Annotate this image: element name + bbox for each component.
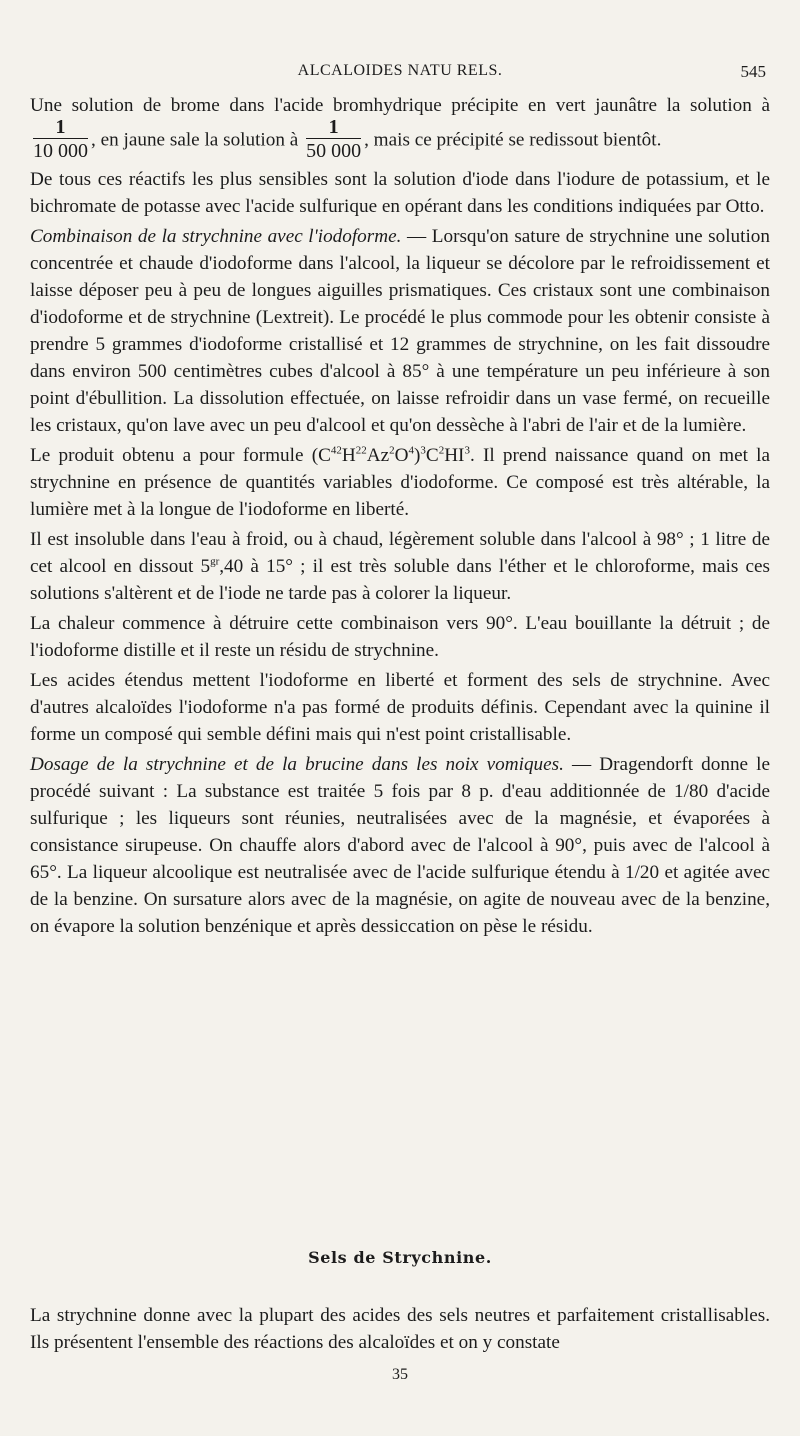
paragraph-text: , en jaune sale la solution à: [91, 129, 299, 151]
formula-superscript: 3: [464, 444, 470, 457]
paragraph-formula: [30, 442, 770, 523]
fraction-denominator: 50 000: [306, 140, 362, 162]
formula-superscript: 3: [420, 444, 426, 457]
fraction-1-50000: [306, 117, 361, 161]
body-text: [30, 92, 770, 943]
fraction-numerator: 1: [33, 117, 88, 139]
section-heading: Sels de Strychnine.: [308, 1248, 492, 1267]
paragraph-text: La strychnine donne avec la plupart des acides des sels neutres et parfaitement cristallisables. Ils présentent l'ensemble des réactions des alcaloïdes et on y constate: [30, 1305, 770, 1353]
paragraph-text: Une solution de brome dans l'acide bromhydrique précipite en vert jaunâtre la solution à: [30, 95, 770, 116]
paragraph-text: — Dragendorft donne le procédé suivant : La substance est traitée 5 fois par 8 p. d'eau additionnée de 1/80 d'acide sulfurique ; les liqueurs sont réunies, neutralisées avec de la magnésie, et évaporées à consistance sirupeuse. On chauffe alors d'abord avec de l'alcool à 90°, puis avec de l'alcool à 65°. La liqueur alcoolique est neutralisée avec de l'acide sulfurique étendu à 1/20 et agitée avec de la benzine. On sursature alors avec de la magnésie, on agite de nouveau avec de la benzine, on évapore la solution benzénique et après dessiccation on pèse le résidu.: [30, 754, 770, 937]
paragraph-iodoform-combination: [30, 223, 770, 439]
text: H: [341, 445, 356, 466]
signature-mark: 35: [392, 1366, 408, 1383]
text: Az: [366, 445, 390, 466]
text: ): [414, 445, 421, 466]
paragraph-reagents: De tous ces réactifs les plus sensibles sont la solution d'iode dans l'iodure de potassium, et le bichromate de potasse avec l'acide sulfurique en opérant dans les conditions indiquées par Otto.: [30, 169, 770, 217]
unit-superscript: gr: [210, 555, 220, 568]
paragraph-solubility: [30, 526, 770, 607]
document-page: [30, 0, 770, 1436]
text: . Il prend naissance quand on met la strychnine en présence de quantités variables d'iodoforme. Ce composé est très altérable, la lumière met à la longue de l'iodoforme en liberté.: [30, 445, 771, 520]
formula-superscript: 42: [330, 444, 342, 457]
text: Il est insoluble dans l'eau à froid, ou à chaud, légèrement soluble dans l'alcool à 98° ; 1 litre de cet alcool en dissout 5: [30, 529, 770, 577]
formula-superscript: 2: [438, 444, 445, 457]
text: C: [425, 445, 439, 466]
section-title-dosage: Dosage de la strychnine et de la brucine dans les noix vomiques.: [30, 754, 564, 775]
text: HI: [444, 445, 465, 466]
paragraph-bromine: [30, 92, 770, 163]
text: ,40 à 15° ; il est très soluble dans l'éther et le chloroforme, mais ces solutions s'altèrent et de l'iode ne tarde pas à colorer la liqueur.: [30, 556, 771, 604]
text: Le produit obtenu a pour formule (C: [30, 445, 331, 466]
page-number: 545: [740, 62, 766, 81]
text: O: [394, 445, 409, 466]
paragraph-text: , mais ce précipité se redissout bientôt.: [364, 129, 662, 151]
formula-superscript: 22: [355, 444, 367, 457]
fraction-numerator: 1: [306, 117, 361, 139]
running-title: ALCALOIDES NATU RELS.: [297, 62, 503, 79]
paragraph-heat: La chaleur commence à détruire cette combinaison vers 90°. L'eau bouillante la détruit ; de l'iodoforme distille et il reste un résidu de strychnine.: [30, 613, 770, 661]
paragraph-dosage: [30, 751, 770, 940]
formula-superscript: 2: [389, 444, 395, 457]
page-header: [30, 62, 770, 86]
fraction-denominator: 10 000: [33, 140, 88, 162]
paragraph-text: — Lorsqu'on sature de strychnine une solution concentrée et chaude d'iodoforme dans l'alcool, la liqueur se décolore par le refroidissement et laisse déposer peu à peu de longues aiguilles prismatiques. Ces cristaux sont une combinaison d'iodoforme et de strychnine (Lextreit). Le procédé le plus commode pour les obtenir consiste à prendre 5 grammes d'iodoforme cristallisé et 12 grammes de strychnine, on les fait dissoudre dans environ 500 centimètres cubes d'alcool à 85° à une température un peu inférieure à son point d'ébullition. La dissolution effectuée, on laisse refroidir dans un vase fermé, on recueille les cristaux, qu'on lave avec un peu d'alcool et qu'on dessèche à l'abri de l'air et de la lumière.: [30, 226, 770, 436]
formula-superscript: 4: [408, 444, 414, 457]
paragraph-salts: [30, 1302, 770, 1356]
section-title-iodoform: Combinaison de la strychnine avec l'iodoforme.: [30, 226, 402, 247]
paragraph-acids: Les acides étendus mettent l'iodoforme en liberté et forment des sels de strychnine. Avec d'autres alcaloïdes l'iodoforme n'a pas formé de produits définis. Cependant avec la quinine il forme un composé qui semble défini mais qui n'est point cristallisable.: [30, 670, 770, 745]
fraction-1-10000: [33, 117, 88, 161]
